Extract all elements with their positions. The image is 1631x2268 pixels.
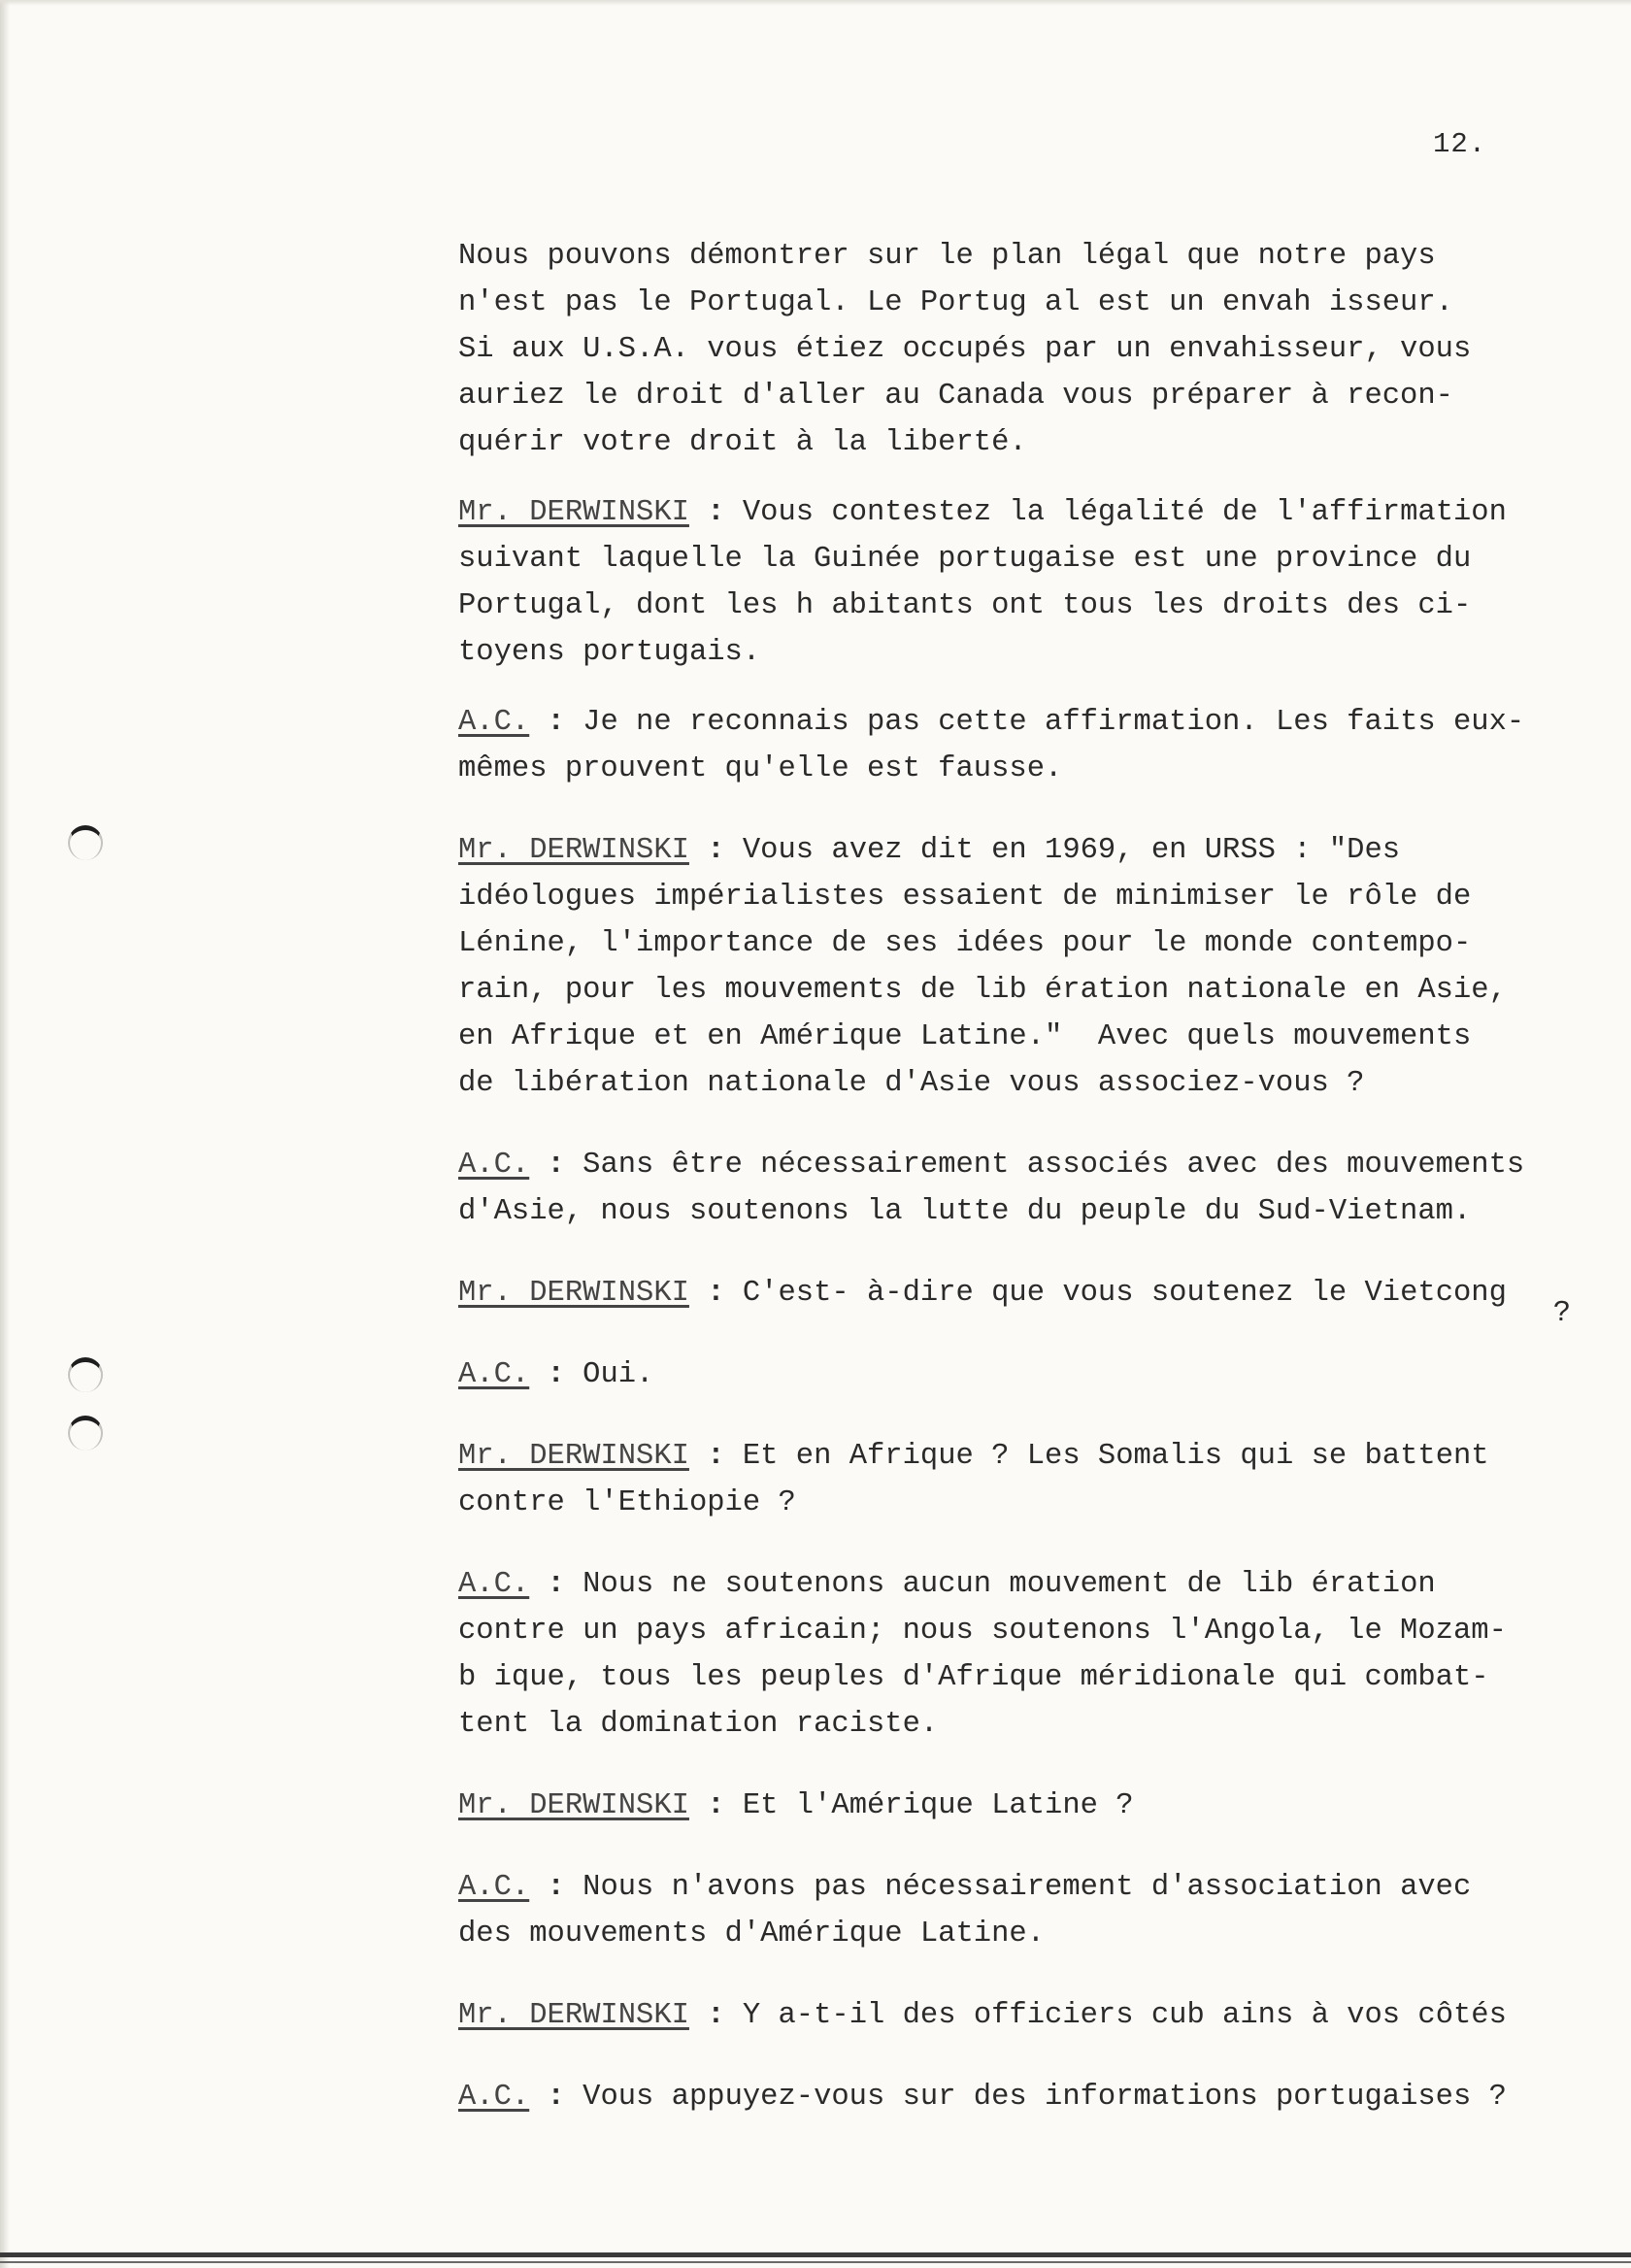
speaker-name: A.C. bbox=[458, 1871, 530, 1904]
dialogue-text: Sans être nécessairement associés avec des mouvements d'Asie, nous soutenons la lutte du peuple du Sud-Vietnam. bbox=[458, 1149, 1525, 1228]
transcript-body bbox=[458, 233, 1614, 2144]
dialogue-text: Je ne reconnais pas cette affirmation. Les faits eux- mêmes prouvent qu'elle est fausse. bbox=[458, 706, 1525, 785]
dialogue-entry bbox=[458, 1992, 1614, 2039]
dialogue-entry bbox=[458, 1864, 1614, 1957]
speaker-name: Mr. DERWINSKI bbox=[458, 1277, 689, 1310]
speaker-separator: : bbox=[529, 2081, 583, 2114]
dialogue-text: Et l'Amérique Latine ? bbox=[742, 1789, 1134, 1822]
punch-hole-mark bbox=[68, 1416, 103, 1451]
speaker-separator: : bbox=[529, 706, 583, 739]
speaker-name: A.C. bbox=[458, 1358, 530, 1391]
dialogue-text: Vous appuyez-vous sur des informations portugaises ? bbox=[582, 2081, 1507, 2114]
scan-edge-left bbox=[0, 0, 10, 2268]
dialogue-entry bbox=[458, 1783, 1614, 1829]
speaker-name: Mr. DERWINSKI bbox=[458, 1999, 689, 2032]
dialogue-entry bbox=[458, 699, 1614, 792]
speaker-name: Mr. DERWINSKI bbox=[458, 1440, 689, 1473]
speaker-name: Mr. DERWINSKI bbox=[458, 1789, 689, 1822]
speaker-separator: : bbox=[688, 1999, 743, 2032]
speaker-separator: : bbox=[688, 1789, 743, 1822]
speaker-name: A.C. bbox=[458, 2081, 530, 2114]
dialogue-text: Y a-t-il des officiers cub ains à vos côtés bbox=[742, 1999, 1507, 2032]
intro-line: n'est pas le Portugal. Le Portug al est un envah isseur. bbox=[458, 286, 1453, 319]
scan-edge-top bbox=[0, 0, 1631, 6]
dialogue-entry bbox=[458, 1351, 1614, 1398]
intro-paragraph bbox=[458, 233, 1614, 466]
speaker-separator: : bbox=[529, 1149, 583, 1182]
dialogue-entry bbox=[458, 2074, 1614, 2120]
speaker-separator: : bbox=[529, 1568, 583, 1601]
intro-line: auriez le droit d'aller au Canada vous préparer à recon- bbox=[458, 380, 1453, 413]
speaker-separator: : bbox=[688, 1277, 743, 1310]
intro-line: quérir votre droit à la liberté. bbox=[458, 426, 1027, 459]
speaker-separator: : bbox=[688, 834, 743, 867]
dialogue-text: Vous avez dit en 1969, en URSS : "Des idéologues impérialistes essaient de minimiser le rôle de Lénine, l'importance de ses idées pour le monde contempo- rain, pour les mouvements de lib ération nationale en Asie, en Afrique et en Amérique Latine." Avec quels mouvements de libération nationale d'Asie vous associez-vous ? bbox=[458, 834, 1507, 1100]
trailing-question-mark: ? bbox=[1552, 1297, 1571, 1330]
intro-line: Nous pouvons démontrer sur le plan légal que notre pays bbox=[458, 240, 1436, 273]
speaker-separator: : bbox=[688, 496, 743, 529]
dialogue-entry bbox=[458, 1433, 1614, 1526]
speaker-name: A.C. bbox=[458, 1149, 530, 1182]
dialogue-text: Vous contestez la légalité de l'affirmation suivant laquelle la Guinée portugaise est une province du Portugal, dont les h abitants ont tous les droits des ci- toyens portugais. bbox=[458, 496, 1507, 669]
speaker-name: A.C. bbox=[458, 706, 530, 739]
speaker-separator: : bbox=[529, 1871, 583, 1904]
speaker-name: A.C. bbox=[458, 1568, 530, 1601]
punch-hole-mark bbox=[68, 825, 103, 860]
scan-bottom-border bbox=[0, 2261, 1631, 2263]
dialogue-text: C'est- à-dire que vous soutenez le Vietcong bbox=[742, 1277, 1507, 1310]
speaker-separator: : bbox=[529, 1358, 583, 1391]
speaker-name: Mr. DERWINSKI bbox=[458, 496, 689, 529]
page-number: 12. bbox=[1433, 128, 1487, 160]
speaker-separator: : bbox=[688, 1440, 743, 1473]
punch-hole-mark bbox=[68, 1357, 103, 1392]
dialogue-entry bbox=[458, 1561, 1614, 1748]
scan-bottom-border bbox=[0, 2252, 1631, 2257]
dialogue-entry bbox=[458, 489, 1614, 676]
dialogue-text: Nous ne soutenons aucun mouvement de lib ération contre un pays africain; nous soutenons l'Angola, le Mozam- b ique, tous les peuples d'Afrique méridionale qui combat- tent la domination raciste. bbox=[458, 1568, 1507, 1741]
speaker-name: Mr. DERWINSKI bbox=[458, 834, 689, 867]
dialogue-text: Oui. bbox=[582, 1358, 654, 1391]
dialogue-entry bbox=[458, 1142, 1614, 1235]
dialogue-text: Et en Afrique ? Les Somalis qui se battent contre l'Ethiopie ? bbox=[458, 1440, 1489, 1519]
dialogue-entry bbox=[458, 827, 1614, 1107]
intro-line: Si aux U.S.A. vous étiez occupés par un envahisseur, vous bbox=[458, 333, 1472, 366]
dialogue-text: Nous n'avons pas nécessairement d'association avec des mouvements d'Amérique Latine. bbox=[458, 1871, 1472, 1951]
dialogue-entry bbox=[458, 1270, 1614, 1328]
